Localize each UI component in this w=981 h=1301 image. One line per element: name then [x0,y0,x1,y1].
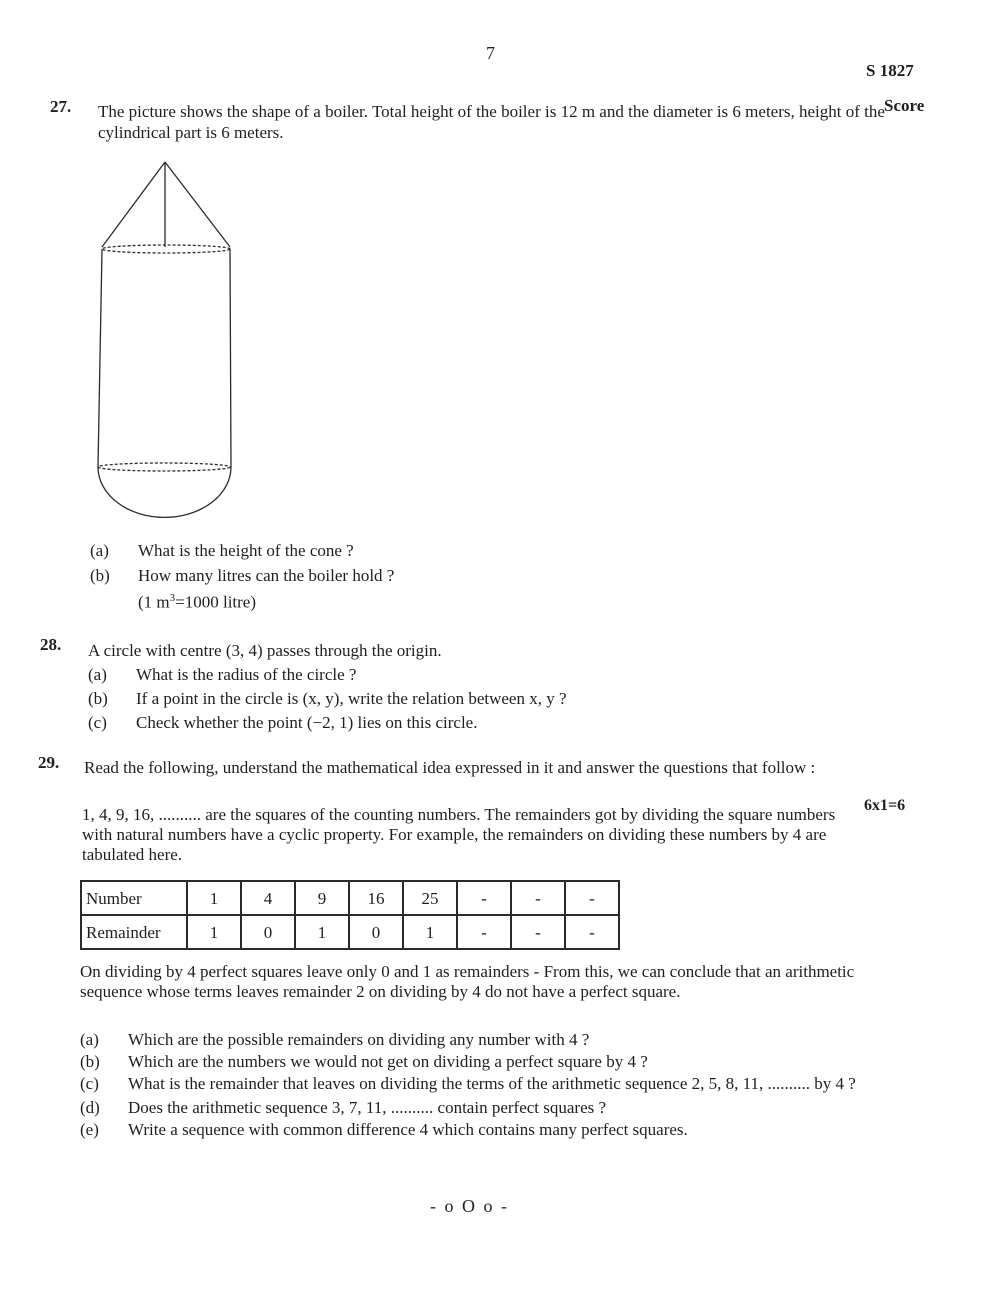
table-cell: - [457,881,511,915]
part-label: (a) [80,1030,99,1049]
page-footer: - o O o - [430,1196,509,1216]
table-row-remainder [81,915,619,949]
question-29-intro: Read the following, understand the mathematical idea expressed in it and answer the questions that follow : [84,758,816,777]
table-cell: 1 [295,915,349,949]
part-text: Check whether the point (−2, 1) lies on this circle. [136,713,478,732]
unit-note: (1 $m^3=1000$ litre) [138,592,257,612]
cylinder-left-side [98,249,102,467]
question-29-part-d [80,1098,870,1118]
table-cell: - [565,881,619,915]
part-text: Does the arithmetic sequence 3, 7, 11, .......... contain perfect squares ? [128,1098,607,1117]
table-cell: 16 [349,881,403,915]
page-number: 7 [486,43,495,63]
part-label: (d) [80,1098,100,1117]
boiler-diagram [90,155,250,525]
part-label: (a) [90,541,109,560]
part-label: (b) [80,1052,100,1071]
table-cell: 1 [187,915,241,949]
score-label: Score [884,96,925,115]
table-cell: 25 [403,881,457,915]
question-29-part-b [80,1052,870,1072]
table-row-number [81,881,619,915]
cone-left-edge [102,162,165,247]
part-text: Write a sequence with common difference 4 which contains many perfect squares. [128,1120,688,1139]
part-label: (c) [88,713,107,732]
table-cell: - [511,881,565,915]
paper-code: S 1827 [866,61,914,80]
table-cell: - [457,915,511,949]
question-29-part-c [80,1074,870,1094]
question-28-part-c [88,712,848,733]
part-label: (a) [88,665,107,684]
top-rim-ellipse [102,245,230,253]
question-29-paragraph-2: On dividing by 4 perfect squares leave only 0 and 1 as remainders - From this, we can conclude that an arithmetic sequence whose terms leaves remainder 2 on dividing by 4 do not have a perfect square. [80,962,855,1001]
table-cell: 4 [241,881,295,915]
question-number-28: 28. [40,635,62,654]
marks-label: 6x1=6 [864,797,906,814]
part-label: (e) [80,1120,99,1139]
question-number-29: 29. [38,753,60,772]
question-number-27: 27. [50,97,72,116]
table-cell: 0 [241,915,295,949]
table-header-remainder: Remainder [81,915,187,949]
question-28-text: A circle with centre (3, 4) passes through the origin. [88,641,442,660]
table-cell: - [565,915,619,949]
part-text: What is the remainder that leaves on dividing the terms of the arithmetic sequence 2, 5, 8, 11, .......... by 4 ? [128,1074,856,1093]
part-text: Which are the possible remainders on dividing any number with 4 ? [128,1030,590,1049]
table-header-number: Number [81,881,187,915]
table-cell: 0 [349,915,403,949]
question-29-paragraph-1: 1, 4, 9, 16, .......... are the squares of the counting numbers. The remainders got by dividing the square numbers with natural numbers have a cyclic property. For example, the remainders on dividing these numbers by 4 are tabulated here. [82,805,836,864]
part-label: (c) [80,1074,99,1093]
cone-right-edge [165,162,230,247]
question-29-part-a [80,1030,870,1050]
part-text: Which are the numbers we would not get on dividing a perfect square by 4 ? [128,1052,648,1071]
bottom-rim-ellipse [98,463,230,471]
question-27-part-a [90,540,790,561]
part-text: How many litres can the boiler hold ? [138,566,395,585]
table-cell: 1 [403,915,457,949]
part-text: What is the height of the cone ? [138,541,354,560]
question-28-part-a [88,664,848,685]
question-27-text: The picture shows the shape of a boiler. Total height of the boiler is 12 m and the diameter is 6 meters, height of the cylindrical part is 6 meters. [98,102,885,142]
question-27-part-b [90,565,790,586]
hemisphere-bottom [98,467,231,517]
part-text: What is the radius of the circle ? [136,665,357,684]
part-label: (b) [90,566,110,585]
cylinder-right-side [230,249,231,467]
table-cell: - [511,915,565,949]
table-cell: 9 [295,881,349,915]
table-cell: 1 [187,881,241,915]
remainder-table [80,880,620,950]
question-27-parts [90,540,790,613]
part-text: If a point in the circle is (x, y), write the relation between x, y ? [136,689,567,708]
question-29-parts [80,1030,870,1140]
question-28-part-b [88,688,848,709]
part-label: (b) [88,689,108,708]
question-28-block [88,640,848,733]
question-29-part-e [80,1120,870,1140]
